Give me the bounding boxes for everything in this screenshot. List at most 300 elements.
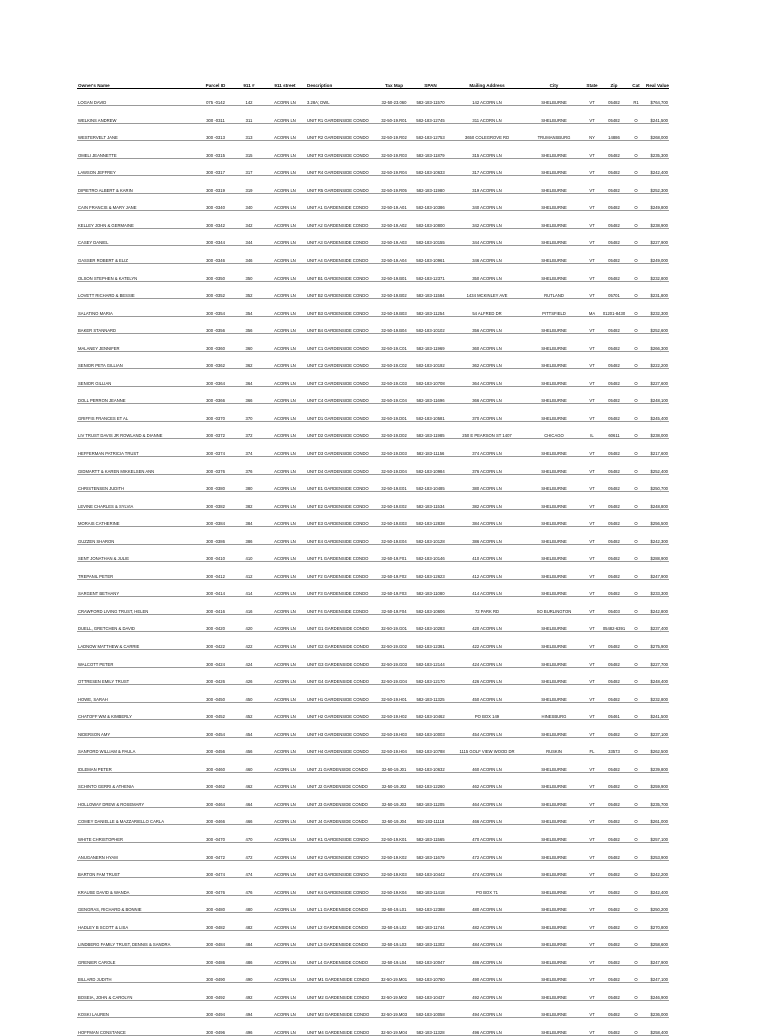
cell-mail: 370 ACORN LN bbox=[449, 404, 525, 422]
cell-street: ACORN LN bbox=[264, 579, 306, 597]
cell-cat: O bbox=[627, 439, 645, 457]
cell-city: SHELBURNE bbox=[525, 193, 583, 211]
cell-state: FL bbox=[583, 737, 601, 755]
cell-span: 582-183-11679 bbox=[412, 843, 449, 861]
cell-parcel: 300 -0492 bbox=[197, 983, 234, 1001]
cell-desc: UNIT B2 GARDENSIDE CONDO bbox=[306, 281, 376, 299]
cell-state: VT bbox=[583, 228, 601, 246]
cell-zip: 05482 bbox=[601, 860, 627, 878]
table-row bbox=[77, 334, 669, 352]
cell-taxmap: 32-50-19.R01 bbox=[376, 106, 412, 124]
cell-mail: 360 ACORN LN bbox=[449, 334, 525, 352]
cell-cat: O bbox=[627, 474, 645, 492]
cell-cat: O bbox=[627, 579, 645, 597]
cell-taxmap: 32-50-19.E02 bbox=[376, 492, 412, 510]
cell-desc: UNIT L3 GARDENSIDE CONDO bbox=[306, 930, 376, 948]
cell-e911: 426 bbox=[234, 667, 264, 685]
table-row bbox=[77, 158, 669, 176]
cell-state: VT bbox=[583, 983, 601, 1001]
cell-value: $257,100 bbox=[645, 825, 669, 843]
column-header-owner: Owner's Name bbox=[77, 77, 197, 88]
cell-e911: 462 bbox=[234, 772, 264, 790]
table-row bbox=[77, 790, 669, 808]
cell-owner: LOGAN DAVID bbox=[77, 88, 197, 106]
cell-zip: 05482 bbox=[601, 685, 627, 703]
cell-taxmap: 32-50-19.G01 bbox=[376, 614, 412, 632]
cell-desc: UNIT D1 GARDENSIDE CONDO bbox=[306, 404, 376, 422]
cell-city: SHELBURNE bbox=[525, 1000, 583, 1018]
cell-taxmap: 32-50-19.E01 bbox=[376, 474, 412, 492]
cell-zip: 05482 bbox=[601, 544, 627, 562]
cell-cat: O bbox=[627, 193, 645, 211]
cell-e911: 410 bbox=[234, 544, 264, 562]
table-row bbox=[77, 614, 669, 632]
cell-cat: O bbox=[627, 492, 645, 510]
column-header-desc: Description bbox=[306, 77, 376, 88]
cell-e911: 376 bbox=[234, 456, 264, 474]
cell-desc: UNIT R2 GARDENSIDE CONDO bbox=[306, 123, 376, 141]
cell-desc: UNIT D4 GARDENSIDE CONDO bbox=[306, 456, 376, 474]
cell-zip: 05482 bbox=[601, 439, 627, 457]
cell-desc: UNIT A1 GARDENSIDE CONDO bbox=[306, 193, 376, 211]
cell-street: ACORN LN bbox=[264, 544, 306, 562]
cell-owner: CRAWFORD LIVING TRUST, HELEN bbox=[77, 597, 197, 615]
cell-span: 582-183-10102 bbox=[412, 316, 449, 334]
cell-zip: 05482 bbox=[601, 579, 627, 597]
cell-cat: O bbox=[627, 369, 645, 387]
column-header-city: City bbox=[525, 77, 583, 88]
cell-desc: UNIT R5 GARDENSIDE CONDO bbox=[306, 176, 376, 194]
cell-street: ACORN LN bbox=[264, 456, 306, 474]
cell-owner: HOLLOWAY DREW & ROSEMARY bbox=[77, 790, 197, 808]
cell-zip: 05482 bbox=[601, 88, 627, 106]
cell-mail: 317 ACORN LN bbox=[449, 158, 525, 176]
cell-desc: UNIT H4 GARDENSIDE CONDO bbox=[306, 737, 376, 755]
table-row bbox=[77, 579, 669, 597]
cell-cat: O bbox=[627, 456, 645, 474]
cell-e911: 364 bbox=[234, 369, 264, 387]
cell-value: $241,500 bbox=[645, 702, 669, 720]
cell-value: $247,900 bbox=[645, 562, 669, 580]
cell-taxmap: 32-50-19.J03 bbox=[376, 790, 412, 808]
cell-state: VT bbox=[583, 860, 601, 878]
cell-taxmap: 32-50-19.A01 bbox=[376, 193, 412, 211]
cell-mail: 382 ACORN LN bbox=[449, 492, 525, 510]
cell-desc: UNIT B4 GARDENSIDE CONDO bbox=[306, 316, 376, 334]
cell-city: SHELBURNE bbox=[525, 685, 583, 703]
cell-city: SHELBURNE bbox=[525, 807, 583, 825]
cell-zip: 05482 bbox=[601, 755, 627, 773]
cell-city: SHELBURNE bbox=[525, 176, 583, 194]
cell-zip: 05482 bbox=[601, 650, 627, 668]
cell-street: ACORN LN bbox=[264, 948, 306, 966]
cell-street: ACORN LN bbox=[264, 404, 306, 422]
cell-e911: 484 bbox=[234, 930, 264, 948]
cell-zip: 14886 bbox=[601, 123, 627, 141]
cell-owner: HOWE, SARAH bbox=[77, 685, 197, 703]
cell-e911: 416 bbox=[234, 597, 264, 615]
cell-taxmap: 32-50-19.C01 bbox=[376, 334, 412, 352]
cell-street: ACORN LN bbox=[264, 562, 306, 580]
cell-state: VT bbox=[583, 702, 601, 720]
cell-city: SHELBURNE bbox=[525, 650, 583, 668]
cell-state: NY bbox=[583, 123, 601, 141]
cell-state: VT bbox=[583, 562, 601, 580]
cell-city: SHELBURNE bbox=[525, 509, 583, 527]
cell-state: VT bbox=[583, 509, 601, 527]
cell-mail: 414 ACORN LN bbox=[449, 579, 525, 597]
table-row bbox=[77, 860, 669, 878]
cell-city: SHELBURNE bbox=[525, 404, 583, 422]
cell-parcel: 300 -0464 bbox=[197, 790, 234, 808]
cell-state: VT bbox=[583, 439, 601, 457]
table-row bbox=[77, 421, 669, 439]
cell-zip: 05482 bbox=[601, 878, 627, 896]
cell-value: $227,600 bbox=[645, 369, 669, 387]
cell-span: 582-183-10058 bbox=[412, 1000, 449, 1018]
column-header-parcel: Parcel ID bbox=[197, 77, 234, 88]
cell-cat: O bbox=[627, 878, 645, 896]
cell-street: ACORN LN bbox=[264, 913, 306, 931]
cell-e911: 450 bbox=[234, 685, 264, 703]
cell-taxmap: 32-50-19.B01 bbox=[376, 263, 412, 281]
cell-value: $246,900 bbox=[645, 983, 669, 1001]
cell-zip: 05482 bbox=[601, 228, 627, 246]
cell-state: VT bbox=[583, 965, 601, 983]
cell-desc: UNIT J3 GARDENSIDE CONDO bbox=[306, 790, 376, 808]
table-row bbox=[77, 246, 669, 264]
cell-zip: 05482 bbox=[601, 1000, 627, 1018]
cell-taxmap: 32-50-19.R04 bbox=[376, 158, 412, 176]
cell-cat: O bbox=[627, 263, 645, 281]
table-row bbox=[77, 123, 669, 141]
cell-state: VT bbox=[583, 843, 601, 861]
cell-state: VT bbox=[583, 474, 601, 492]
cell-street: ACORN LN bbox=[264, 1018, 306, 1036]
cell-city: SHELBURNE bbox=[525, 334, 583, 352]
cell-mail: 1434 MCKINLEY AVE bbox=[449, 281, 525, 299]
cell-cat: O bbox=[627, 1000, 645, 1018]
cell-e911: 460 bbox=[234, 755, 264, 773]
cell-mail: 344 ACORN LN bbox=[449, 228, 525, 246]
cell-span: 582-183-11744 bbox=[412, 913, 449, 931]
cell-span: 582-183-12361 bbox=[412, 632, 449, 650]
cell-parcel: 300 -0386 bbox=[197, 527, 234, 545]
table-row bbox=[77, 474, 669, 492]
cell-desc: UNIT C3 GARDENSIDE CONDO bbox=[306, 369, 376, 387]
cell-street: ACORN LN bbox=[264, 334, 306, 352]
cell-street: ACORN LN bbox=[264, 527, 306, 545]
cell-cat: O bbox=[627, 106, 645, 124]
cell-desc: UNIT M1 GARDENSIDE CONDO bbox=[306, 965, 376, 983]
cell-state: VT bbox=[583, 281, 601, 299]
cell-cat: O bbox=[627, 316, 645, 334]
cell-desc: UNIT H3 GARDENSIDE CONDO bbox=[306, 720, 376, 738]
cell-taxmap: 32-50-23.060 bbox=[376, 88, 412, 106]
cell-state: VT bbox=[583, 176, 601, 194]
cell-owner: KELLEY JOHN & GERMAINE bbox=[77, 211, 197, 229]
cell-e911: 350 bbox=[234, 263, 264, 281]
cell-desc: UNIT F4 GARDENSIDE CONDO bbox=[306, 597, 376, 615]
cell-mail: 319 ACORN LN bbox=[449, 176, 525, 194]
cell-mail: 484 ACORN LN bbox=[449, 930, 525, 948]
cell-span: 582-183-10386 bbox=[412, 193, 449, 211]
cell-parcel: 300 -0354 bbox=[197, 299, 234, 317]
cell-zip: 05482 bbox=[601, 193, 627, 211]
cell-mail: 342 ACORN LN bbox=[449, 211, 525, 229]
cell-span: 582-183-12745 bbox=[412, 106, 449, 124]
cell-mail: 142 ACORN LN bbox=[449, 88, 525, 106]
cell-e911: 360 bbox=[234, 334, 264, 352]
cell-span: 582-183-10800 bbox=[412, 211, 449, 229]
cell-desc: UNIT D3 GARDENSIDE CONDO bbox=[306, 439, 376, 457]
cell-parcel: 300 -0482 bbox=[197, 913, 234, 931]
cell-street: ACORN LN bbox=[264, 737, 306, 755]
table-row bbox=[77, 228, 669, 246]
cell-state: VT bbox=[583, 579, 601, 597]
cell-taxmap: 32-50-19.M01 bbox=[376, 965, 412, 983]
cell-taxmap: 32-50-19.L03 bbox=[376, 930, 412, 948]
cell-owner: GASSER ROBERT & ELIZ bbox=[77, 246, 197, 264]
cell-taxmap: 32-50-19.L01 bbox=[376, 895, 412, 913]
cell-span: 582-183-10788 bbox=[412, 737, 449, 755]
cell-taxmap: 32-50-19.F04 bbox=[376, 597, 412, 615]
cell-cat: O bbox=[627, 211, 645, 229]
cell-zip: 05482 bbox=[601, 965, 627, 983]
cell-value: $237,400 bbox=[645, 614, 669, 632]
cell-zip: 05482 bbox=[601, 456, 627, 474]
cell-street: ACORN LN bbox=[264, 614, 306, 632]
cell-mail: 472 ACORN LN bbox=[449, 843, 525, 861]
cell-mail: 54 ALFRED DR bbox=[449, 299, 525, 317]
cell-zip: 05482 bbox=[601, 263, 627, 281]
cell-state: VT bbox=[583, 650, 601, 668]
cell-value: $242,400 bbox=[645, 158, 669, 176]
cell-zip: 05482 bbox=[601, 913, 627, 931]
cell-street: ACORN LN bbox=[264, 597, 306, 615]
cell-value: $232,800 bbox=[645, 263, 669, 281]
cell-street: ACORN LN bbox=[264, 386, 306, 404]
cell-e911: 340 bbox=[234, 193, 264, 211]
cell-span: 582-183-11565 bbox=[412, 825, 449, 843]
cell-state: VT bbox=[583, 772, 601, 790]
cell-mail: 346 ACORN LN bbox=[449, 246, 525, 264]
cell-zip: 05482 bbox=[601, 211, 627, 229]
cell-taxmap: 32-50-19.H03 bbox=[376, 720, 412, 738]
table-row bbox=[77, 299, 669, 317]
cell-state: VT bbox=[583, 895, 601, 913]
cell-mail: 380 ACORN LN bbox=[449, 474, 525, 492]
cell-street: ACORN LN bbox=[264, 1000, 306, 1018]
cell-e911: 366 bbox=[234, 386, 264, 404]
cell-state: VT bbox=[583, 106, 601, 124]
cell-e911: 486 bbox=[234, 948, 264, 966]
cell-city: RUSKIN bbox=[525, 737, 583, 755]
cell-span: 582-183-10192 bbox=[412, 351, 449, 369]
cell-street: ACORN LN bbox=[264, 351, 306, 369]
cell-state: VT bbox=[583, 825, 601, 843]
cell-owner: DIPIETRO ALBERT & KARIN bbox=[77, 176, 197, 194]
cell-owner: GIDMARTT & KAREN MIKKELSEN ANN bbox=[77, 456, 197, 474]
cell-e911: 354 bbox=[234, 299, 264, 317]
cell-value: $275,900 bbox=[645, 632, 669, 650]
cell-zip: 05482 bbox=[601, 474, 627, 492]
table-row bbox=[77, 702, 669, 720]
cell-taxmap: 32-50-19.D03 bbox=[376, 439, 412, 457]
cell-span: 582-183-11969 bbox=[412, 334, 449, 352]
cell-value: $242,200 bbox=[645, 860, 669, 878]
cell-city: SHELBURNE bbox=[525, 88, 583, 106]
cell-span: 582-183-10780 bbox=[412, 965, 449, 983]
cell-mail: 410 ACORN LN bbox=[449, 544, 525, 562]
cell-state: VT bbox=[583, 1018, 601, 1036]
cell-cat: O bbox=[627, 895, 645, 913]
cell-owner: WALCOTT PETER bbox=[77, 650, 197, 668]
cell-parcel: 300 -0466 bbox=[197, 807, 234, 825]
cell-desc: UNIT D2 GARDENSIDE CONDO bbox=[306, 421, 376, 439]
cell-cat: O bbox=[627, 281, 645, 299]
cell-desc: UNIT K2 GARDENSIDE CONDO bbox=[306, 843, 376, 861]
cell-street: ACORN LN bbox=[264, 88, 306, 106]
cell-taxmap: 32-50-19.F01 bbox=[376, 544, 412, 562]
cell-owner: OLSON STEPHEN & KATELYN bbox=[77, 263, 197, 281]
cell-value: $217,600 bbox=[645, 439, 669, 457]
column-header-zip: Zip bbox=[601, 77, 627, 88]
cell-parcel: 300 -0382 bbox=[197, 492, 234, 510]
cell-state: VT bbox=[583, 597, 601, 615]
cell-e911: 490 bbox=[234, 965, 264, 983]
cell-street: ACORN LN bbox=[264, 439, 306, 457]
table-row bbox=[77, 509, 669, 527]
cell-city: SHELBURNE bbox=[525, 351, 583, 369]
cell-mail: 350 ACORN LN bbox=[449, 263, 525, 281]
cell-state: MA bbox=[583, 299, 601, 317]
cell-street: ACORN LN bbox=[264, 807, 306, 825]
cell-desc: UNIT H2 GARDENSIDE CONDO bbox=[306, 702, 376, 720]
cell-street: ACORN LN bbox=[264, 755, 306, 773]
cell-cat: O bbox=[627, 860, 645, 878]
cell-mail: 426 ACORN LN bbox=[449, 667, 525, 685]
cell-owner: CAIN FRANCIS & MARY JANE bbox=[77, 193, 197, 211]
cell-value: $261,000 bbox=[645, 807, 669, 825]
cell-parcel: 300 -0412 bbox=[197, 562, 234, 580]
cell-span: 582-183-12260 bbox=[412, 772, 449, 790]
cell-owner: BOSEIA, JOHN & CAROLYN bbox=[77, 983, 197, 1001]
table-row bbox=[77, 983, 669, 1001]
cell-street: ACORN LN bbox=[264, 702, 306, 720]
cell-parcel: 300 -0340 bbox=[197, 193, 234, 211]
cell-value: $238,900 bbox=[645, 211, 669, 229]
cell-city: SO BURLINGTON bbox=[525, 597, 583, 615]
cell-city: SHELBURNE bbox=[525, 263, 583, 281]
cell-city: SHELBURNE bbox=[525, 562, 583, 580]
cell-cat: O bbox=[627, 386, 645, 404]
cell-parcel: 300 -0462 bbox=[197, 772, 234, 790]
cell-city: SHELBURNE bbox=[525, 755, 583, 773]
table-row bbox=[77, 737, 669, 755]
cell-zip: 05701 bbox=[601, 281, 627, 299]
cell-parcel: 300 -0376 bbox=[197, 456, 234, 474]
cell-city: SHELBURNE bbox=[525, 141, 583, 159]
cell-cat: O bbox=[627, 755, 645, 773]
cell-value: $237,100 bbox=[645, 720, 669, 738]
table-row bbox=[77, 316, 669, 334]
cell-desc: UNIT J1 GARDENSIDE CONDO bbox=[306, 755, 376, 773]
cell-e911: 374 bbox=[234, 439, 264, 457]
cell-owner: LINDBERG FAMILY TRUST, DENNIS & SANDRA bbox=[77, 930, 197, 948]
cell-street: ACORN LN bbox=[264, 299, 306, 317]
cell-span: 582-183-11980 bbox=[412, 176, 449, 194]
cell-span: 582-183-11080 bbox=[412, 579, 449, 597]
cell-e911: 342 bbox=[234, 211, 264, 229]
cell-desc: UNIT K1 GARDENSIDE CONDO bbox=[306, 825, 376, 843]
cell-street: ACORN LN bbox=[264, 632, 306, 650]
cell-zip: 05482 bbox=[601, 141, 627, 159]
cell-span: 582-183-11254 bbox=[412, 299, 449, 317]
cell-street: ACORN LN bbox=[264, 158, 306, 176]
cell-street: ACORN LN bbox=[264, 772, 306, 790]
cell-city: SHELBURNE bbox=[525, 246, 583, 264]
cell-span: 582-183-10283 bbox=[412, 614, 449, 632]
cell-value: $250,200 bbox=[645, 895, 669, 913]
cell-owner: BARTON FAM TRUST bbox=[77, 860, 197, 878]
cell-parcel: 300 -0380 bbox=[197, 474, 234, 492]
cell-e911: 380 bbox=[234, 474, 264, 492]
table-row bbox=[77, 141, 669, 159]
cell-value: $242,800 bbox=[645, 597, 669, 615]
cell-cat: O bbox=[627, 965, 645, 983]
cell-desc: UNIT R1 GARDENSIDE CONDO bbox=[306, 106, 376, 124]
cell-value: $270,800 bbox=[645, 913, 669, 931]
cell-owner: CHRISTENSEN JUDITH bbox=[77, 474, 197, 492]
cell-parcel: 300 -0426 bbox=[197, 667, 234, 685]
cell-e911: 424 bbox=[234, 650, 264, 668]
cell-span: 582-183-10128 bbox=[412, 527, 449, 545]
cell-value: $248,100 bbox=[645, 386, 669, 404]
cell-taxmap: 32-50-19.C03 bbox=[376, 369, 412, 387]
cell-street: ACORN LN bbox=[264, 474, 306, 492]
cell-cat: O bbox=[627, 351, 645, 369]
cell-cat: O bbox=[627, 404, 645, 422]
cell-e911: 482 bbox=[234, 913, 264, 931]
cell-span: 582-183-11302 bbox=[412, 930, 449, 948]
cell-e911: 356 bbox=[234, 316, 264, 334]
cell-cat: O bbox=[627, 141, 645, 159]
cell-mail: 482 ACORN LN bbox=[449, 913, 525, 931]
cell-span: 582-183-10146 bbox=[412, 544, 449, 562]
cell-value: $258,600 bbox=[645, 930, 669, 948]
cell-mail: 366 ACORN LN bbox=[449, 386, 525, 404]
cell-e911: 352 bbox=[234, 281, 264, 299]
cell-e911: 362 bbox=[234, 351, 264, 369]
column-header-mail: Mailing Address bbox=[449, 77, 525, 88]
cell-e911: 474 bbox=[234, 860, 264, 878]
cell-mail: 490 ACORN LN bbox=[449, 965, 525, 983]
cell-value: $232,300 bbox=[645, 299, 669, 317]
cell-desc: UNIT L2 GARDENSIDE CONDO bbox=[306, 913, 376, 931]
cell-zip: 05482 bbox=[601, 983, 627, 1001]
cell-city: SHELBURNE bbox=[525, 158, 583, 176]
cell-e911: 470 bbox=[234, 825, 264, 843]
cell-city: SHELBURNE bbox=[525, 211, 583, 229]
cell-value: $227,900 bbox=[645, 228, 669, 246]
cell-street: ACORN LN bbox=[264, 193, 306, 211]
cell-desc: UNIT G3 GARDENSIDE CONDO bbox=[306, 650, 376, 668]
cell-cat: O bbox=[627, 421, 645, 439]
cell-value: $232,800 bbox=[645, 685, 669, 703]
cell-span: 582-183-10155 bbox=[412, 228, 449, 246]
cell-e911: 315 bbox=[234, 141, 264, 159]
